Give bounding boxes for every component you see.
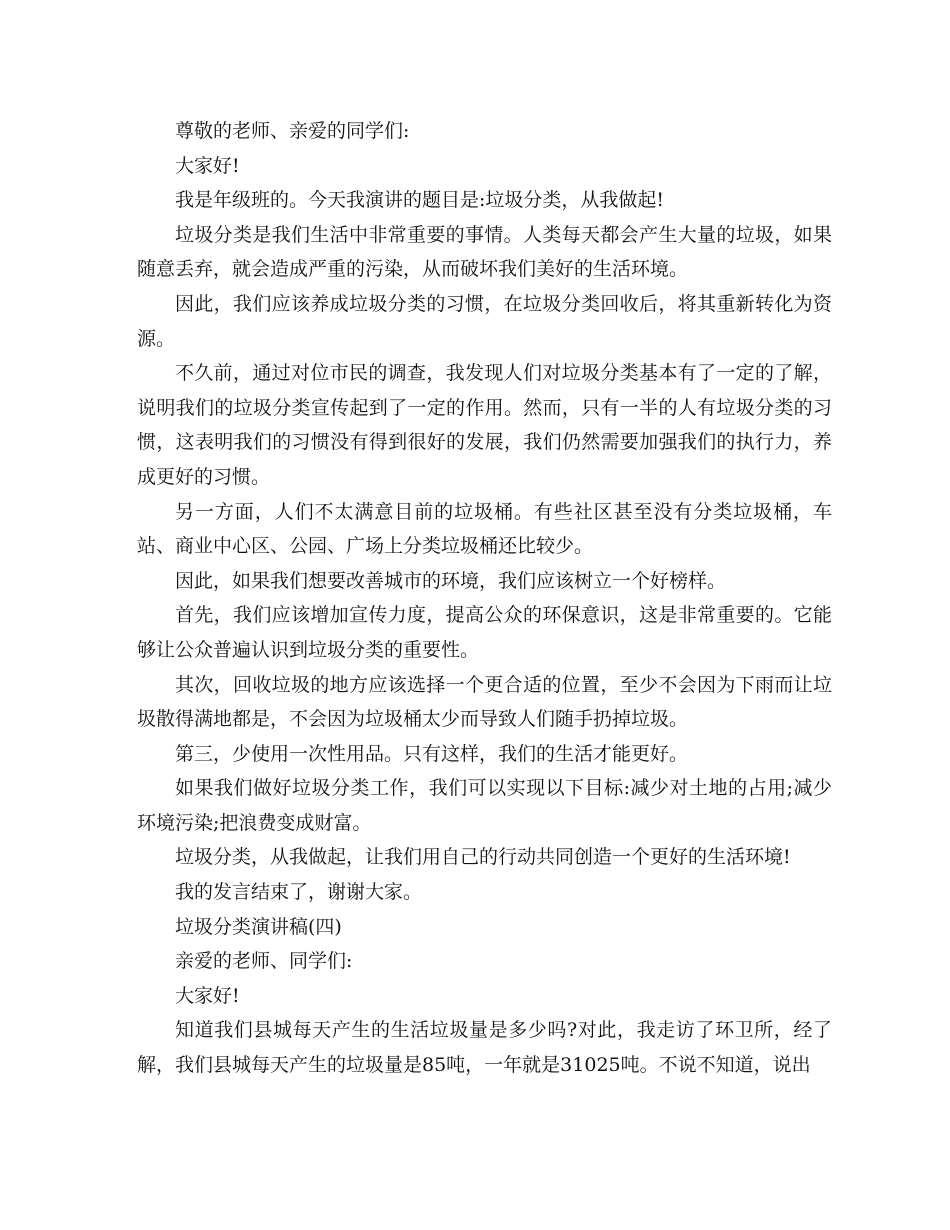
- paragraph: 不久前，通过对位市民的调查，我发现人们对垃圾分类基本有了一定的了解，说明我们的垃圾分类宣传起到了一定的作用。然而，只有一半的人有垃圾分类的习惯，这表明我们的习惯没有得到很好的发展，我们仍然需要加强我们的执行力，养成更好的习惯。: [137, 362, 832, 488]
- paragraph: 第三，少使用一次性用品。只有这样，我们的生活才能更好。: [175, 742, 689, 765]
- paragraph: 其次，回收垃圾的地方应该选择一个更合适的位置，至少不会因为下雨而让垃圾散得满地都是，不会因为垃圾桶太少而导致人们随手扔掉垃圾。: [137, 673, 832, 731]
- document-body: [137, 114, 832, 1083]
- paragraph: 因此，我们应该养成垃圾分类的习惯，在垃圾分类回收后，将其重新转化为资源。: [137, 292, 832, 350]
- paragraph: 知道我们县城每天产生的生活垃圾量是多少吗?对此，我走访了环卫所，经了解，我们县城每天产生的垃圾量是85吨，一年就是31025吨。不说不知道，说出: [137, 1019, 832, 1077]
- section-title: 垃圾分类演讲稿(四): [175, 915, 342, 938]
- paragraph: 另一方面，人们不太满意目前的垃圾桶。有些社区甚至没有分类垃圾桶，车站、商业中心区、公园、广场上分类垃圾桶还比较少。: [137, 500, 832, 558]
- paragraph: 首先，我们应该增加宣传力度，提高公众的环保意识，这是非常重要的。它能够让公众普遍认识到垃圾分类的重要性。: [137, 604, 832, 661]
- paragraph: 因此，如果我们想要改善城市的环境，我们应该树立一个好榜样。: [175, 569, 727, 592]
- paragraph: 垃圾分类，从我做起，让我们用自己的行动共同创造一个更好的生活环境!: [175, 846, 791, 869]
- paragraph: 我是年级班的。今天我演讲的题目是:垃圾分类，从我做起!: [175, 189, 665, 212]
- salutation: 尊敬的老师、亲爱的同学们:: [175, 120, 410, 142]
- salutation: 亲爱的老师、同学们:: [175, 950, 353, 973]
- paragraph: 垃圾分类是我们生活中非常重要的事情。人类每天都会产生大量的垃圾，如果随意丢弃，就会造成严重的污染，从而破坏我们美好的生活环境。: [137, 223, 832, 281]
- greeting: 大家好!: [175, 154, 240, 177]
- greeting: 大家好!: [175, 984, 240, 1007]
- closing: 我的发言结束了，谢谢大家。: [175, 881, 423, 904]
- paragraph: 如果我们做好垃圾分类工作，我们可以实现以下目标:减少对土地的占用;减少环境污染;把浪费变成财富。: [137, 777, 832, 834]
